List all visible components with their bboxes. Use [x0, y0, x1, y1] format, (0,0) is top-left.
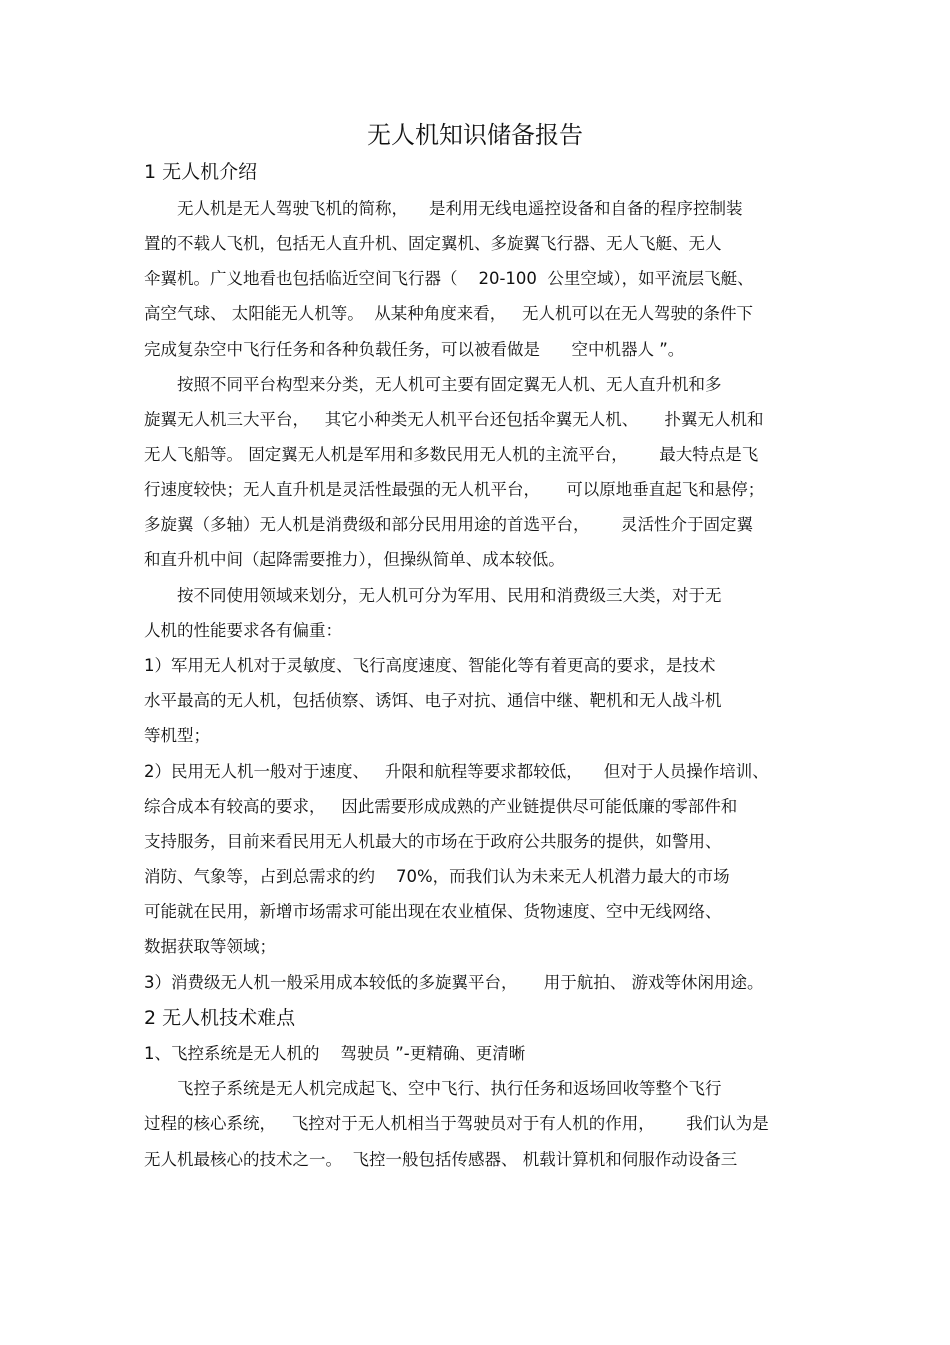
- list-item-line: 支持服务，目前来看民用无人机最大的市场在于政府公共服务的提供，如警用、: [144, 832, 722, 851]
- list-item-line: 消防、气象等，占到总需求的约 70%，而我们认为未来无人机潜力最大的市场: [144, 867, 730, 886]
- paragraph-line: 和直升机中间（起降需要推力），但操纵简单、成本较低。: [144, 550, 565, 569]
- list-item-line: 3）消费级无人机一般采用成本较低的多旋翼平台， 用于航拍、 游戏等休闲用途。: [144, 973, 764, 992]
- paragraph-line: 飞控子系统是无人机完成起飞、空中飞行、执行任务和返场回收等整个飞行: [177, 1079, 722, 1098]
- subheading: 1、飞控系统是无人机的 驾驶员 ”-更精确、更清晰: [144, 1044, 526, 1063]
- paragraph-line: 无人机最核心的技术之一。 飞控一般包括传感器、 机载计算机和伺服作动设备三: [144, 1150, 738, 1169]
- list-item-line: 2）民用无人机一般对于速度、 升限和航程等要求都较低， 但对于人员操作培训、: [144, 762, 769, 781]
- paragraph-line: 旋翼无人机三大平台， 其它小种类无人机平台还包括伞翼无人机、 扑翼无人机和: [144, 410, 764, 429]
- section-1-heading: 1 无人机介绍: [144, 161, 258, 183]
- paragraph-line: 人机的性能要求各有偏重：: [144, 621, 342, 640]
- list-item-line: 综合成本有较高的要求， 因此需要形成成熟的产业链提供尽可能低廉的零部件和: [144, 797, 738, 816]
- list-item-line: 等机型；: [144, 726, 210, 745]
- paragraph-line: 行速度较快；无人直升机是灵活性最强的无人机平台， 可以原地垂直起飞和悬停；: [144, 480, 765, 499]
- paragraph-line: 按不同使用领域来划分，无人机可分为军用、民用和消费级三大类，对于无: [177, 586, 722, 605]
- list-item-line: 水平最高的无人机，包括侦察、诱饵、电子对抗、通信中继、靶机和无人战斗机: [144, 691, 722, 710]
- paragraph-line: 无人飞船等。 固定翼无人机是军用和多数民用无人机的主流平台， 最大特点是飞: [144, 445, 759, 464]
- paragraph-line: 无人机是无人驾驶飞机的简称， 是利用无线电遥控设备和自备的程序控制装: [177, 199, 743, 218]
- paragraph-line: 置的不载人飞机，包括无人直升机、固定翼机、多旋翼飞行器、无人飞艇、无人: [144, 234, 722, 253]
- section-2-heading: 2 无人机技术难点: [144, 1007, 296, 1029]
- list-item-line: 可能就在民用，新增市场需求可能出现在农业植保、货物速度、空中无线网络、: [144, 902, 722, 921]
- paragraph-line: 多旋翼（多轴）无人机是消费级和部分民用用途的首选平台， 灵活性介于固定翼: [144, 515, 753, 534]
- paragraph-line: 按照不同平台构型来分类，无人机可主要有固定翼无人机、无人直升机和多: [177, 375, 722, 394]
- paragraph-line: 高空气球、 太阳能无人机等。 从某种角度来看， 无人机可以在无人驾驶的条件下: [144, 304, 753, 323]
- paragraph-line: 伞翼机。广义地看也包括临近空间飞行器（ 20-100 公里空域），如平流层飞艇、: [144, 269, 754, 288]
- paragraph-line: 完成复杂空中飞行任务和各种负载任务，可以被看做是 空中机器人 ”。: [144, 340, 685, 359]
- list-item-line: 数据获取等领域；: [144, 937, 276, 956]
- list-item-line: 1）军用无人机对于灵敏度、飞行高度速度、智能化等有着更高的要求，是技术: [144, 656, 716, 675]
- document-title: 无人机知识储备报告: [367, 121, 583, 149]
- paragraph-line: 过程的核心系统， 飞控对于无人机相当于驾驶员对于有人机的作用， 我们认为是: [144, 1114, 769, 1133]
